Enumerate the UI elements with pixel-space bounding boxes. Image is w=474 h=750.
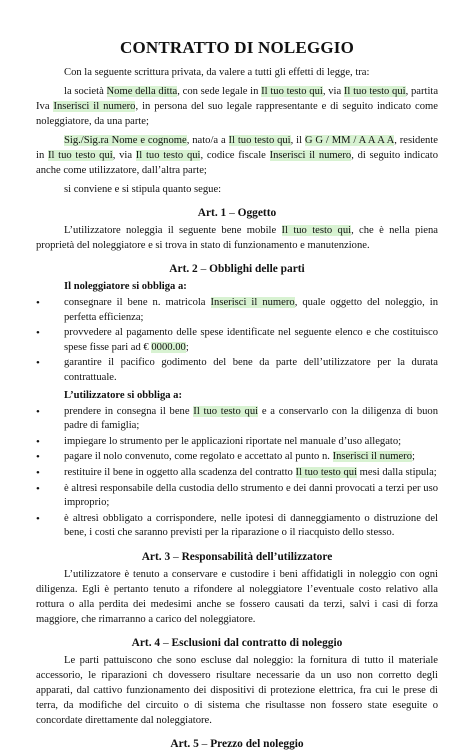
item-description-field[interactable]: Il tuo testo qui — [193, 405, 259, 417]
art3-number: Art. 3 — [141, 550, 171, 563]
list-item — [36, 512, 438, 541]
bullet-icon: • — [36, 451, 40, 464]
text-run: ; — [185, 341, 189, 353]
art1-separator: – — [226, 207, 238, 219]
bullet-icon: • — [36, 357, 40, 370]
art4-heading — [36, 637, 438, 649]
party-person-paragraph — [36, 133, 438, 178]
company-city-field[interactable]: Il tuo testo qui — [261, 86, 323, 97]
text-run: è altresì obbligato a corrispondere, nelle ipotesi di danneggiamento o distruzione del bene, i costi che saranno previsti per la riparazione o il riacquisto dello stesso. — [64, 512, 438, 539]
list-item — [36, 326, 438, 355]
text-run: la società — [64, 86, 107, 97]
bullet-icon: • — [36, 466, 40, 479]
company-vat-field[interactable]: Inserisci il numero — [53, 101, 136, 112]
list-item — [36, 296, 438, 325]
text-run: , residente in — [36, 135, 438, 161]
agreement-text: si conviene e si stipula quanto segue: — [64, 184, 222, 195]
document-title: CONTRATTO DI NOLEGGIO — [119, 38, 355, 57]
bullet-icon: • — [36, 327, 40, 340]
birthplace-field[interactable]: Il tuo testo qui — [228, 135, 291, 146]
text-run: prendere in consegna il bene — [64, 405, 194, 417]
bullet-icon: • — [36, 405, 40, 418]
text-run: , codice fiscale — [200, 150, 270, 161]
art2-separator: – — [197, 263, 210, 275]
text-run: , nato/a a — [186, 135, 229, 146]
art5-number: Art. 5 — [170, 737, 199, 750]
text-run: , via — [322, 86, 344, 97]
art4-separator: – — [160, 636, 172, 649]
list-item — [36, 356, 438, 385]
list-item — [36, 450, 438, 465]
art2-number: Art. 2 — [169, 263, 198, 275]
tax-code-field[interactable]: Inserisci il numero — [269, 150, 352, 161]
residence-city-field[interactable]: Il tuo testo qui — [47, 150, 113, 161]
list-item — [36, 435, 438, 450]
text-run: , in persona del suo legale rappresentante e di seguito indicato come noleggiatore, da una parte; — [36, 101, 438, 127]
utilizzatore-obligations-heading: L’utilizzatore si obbliga a: — [64, 389, 183, 401]
art5-title: Prezzo del noleggio — [210, 737, 304, 750]
art5-separator: – — [198, 737, 211, 750]
text-run: , quale oggetto del noleggio, in perfetta efficienza; — [64, 297, 439, 323]
text-run: , via — [112, 150, 136, 161]
text-run: provvedere al pagamento delle spese identificate nel seguente elenco e che costituisco spese fisse pari ad € — [64, 327, 438, 353]
text-run: è altresì responsabile della custodia dello strumento e dei danni provocati a terzi per uso improprio; — [64, 482, 438, 509]
clause-number-field[interactable]: Inserisci il numero — [332, 451, 413, 463]
text-run: consegnare il bene n. matricola — [64, 297, 211, 308]
utilizzatore-obligations-list — [36, 405, 438, 541]
intro-paragraph — [36, 65, 438, 80]
art1-body — [36, 223, 438, 253]
art3-heading — [36, 551, 438, 563]
person-name-field[interactable]: Sig./Sig.ra Nome e cognome — [64, 135, 187, 146]
text-run: L’utilizzatore noleggia il seguente bene mobile — [64, 225, 282, 236]
birthdate-field[interactable]: G G / MM / A A A A — [304, 135, 395, 146]
text-run: , che è nella piena proprietà del noleggiatore e si trova in stato di funzionamento e manutenzione. — [36, 225, 438, 251]
text-run: garantire il pacifico godimento del bene da parte dell’utilizzatore per la durata contrattuale. — [64, 357, 438, 383]
art3-body: L’utilizzatore è tenuto a conservare e custodire i beni affidatigli in noleggio con ogni diligenza. Egli è pertanto tenuto a rifondere al noleggiatore l’eventuale costo relativo alla rottura o alla perdita dei medesimi anche se fossero causati da terzi, salvi i casi di forza maggiore, che rimarranno a carico del noleggiatore. — [36, 568, 438, 625]
text-run: , partita Iva — [36, 86, 439, 112]
art3-separator: – — [170, 550, 182, 563]
art1-number: Art. 1 — [197, 207, 227, 219]
bullet-icon: • — [36, 482, 40, 495]
art1-heading — [36, 207, 438, 219]
art2-title: Obblighi delle parti — [209, 263, 305, 275]
art1-title: Oggetto — [237, 207, 277, 219]
text-run: ; — [412, 451, 415, 463]
serial-number-field[interactable]: Inserisci il numero — [210, 297, 295, 308]
text-run: mesi dalla stipula; — [357, 466, 437, 478]
fixed-costs-field[interactable]: 0000.00 — [151, 341, 186, 353]
noleggiatore-obligations-heading: Il noleggiatore si obbliga a: — [64, 281, 187, 292]
residence-street-field[interactable]: Il tuo testo qui — [135, 150, 201, 161]
bullet-icon: • — [36, 512, 40, 525]
company-street-field[interactable]: Il tuo testo qui — [343, 86, 406, 97]
text-run: impiegare lo strumento per le applicazioni riportate nel manuale d’uso allegato; — [64, 435, 402, 447]
intro-text: Con la seguente scrittura privata, da valere a tutti gli effetti di legge, tra: — [64, 67, 370, 78]
art3-title: Responsabilità dell’utilizzatore — [181, 550, 333, 563]
text-run: , di seguito indicato anche come utilizzatore, dall’altra parte; — [36, 150, 438, 176]
text-run: pagare il nolo convenuto, come regolato e accettato al punto n. — [64, 451, 333, 463]
art4-body: Le parti pattuiscono che sono escluse dal noleggio: la fornitura di tutto il materiale accessorio, le riparazioni ch dovessero risultare necessarie da un uso non corretto degli apparati, dal cattivo funzionamento dei dispositivi di protezione elettrica, fra cui le prese di terra, da modifiche del circuito o di sistema che risultasse non fossero state eseguite o concordate direttamente dal noleggiatore. — [36, 654, 438, 726]
noleggiatore-obligations-list — [36, 296, 438, 386]
list-item — [36, 482, 438, 511]
rented-item-field[interactable]: Il tuo testo qui — [281, 225, 352, 236]
art5-heading — [36, 738, 438, 750]
list-item — [36, 466, 438, 481]
text-run: e a conservarlo con la diligenza di buon padre di famiglia; — [64, 405, 439, 432]
duration-field[interactable]: Il tuo testo qui — [295, 466, 358, 478]
text-run: restituire il bene in oggetto alla scadenza del contratto — [64, 466, 296, 478]
art4-title: Esclusioni dal contratto di noleggio — [171, 636, 343, 649]
agreement-paragraph — [36, 182, 438, 197]
text-run: , il — [290, 135, 305, 146]
list-item — [36, 405, 438, 434]
party-company-paragraph — [36, 84, 438, 129]
art4-number: Art. 4 — [131, 636, 161, 649]
bullet-icon: • — [36, 297, 40, 309]
text-run: , con sede legale in — [177, 86, 262, 97]
company-name-field[interactable]: Nome della ditta — [106, 86, 178, 97]
art2-heading — [36, 263, 438, 275]
bullet-icon: • — [36, 435, 40, 448]
